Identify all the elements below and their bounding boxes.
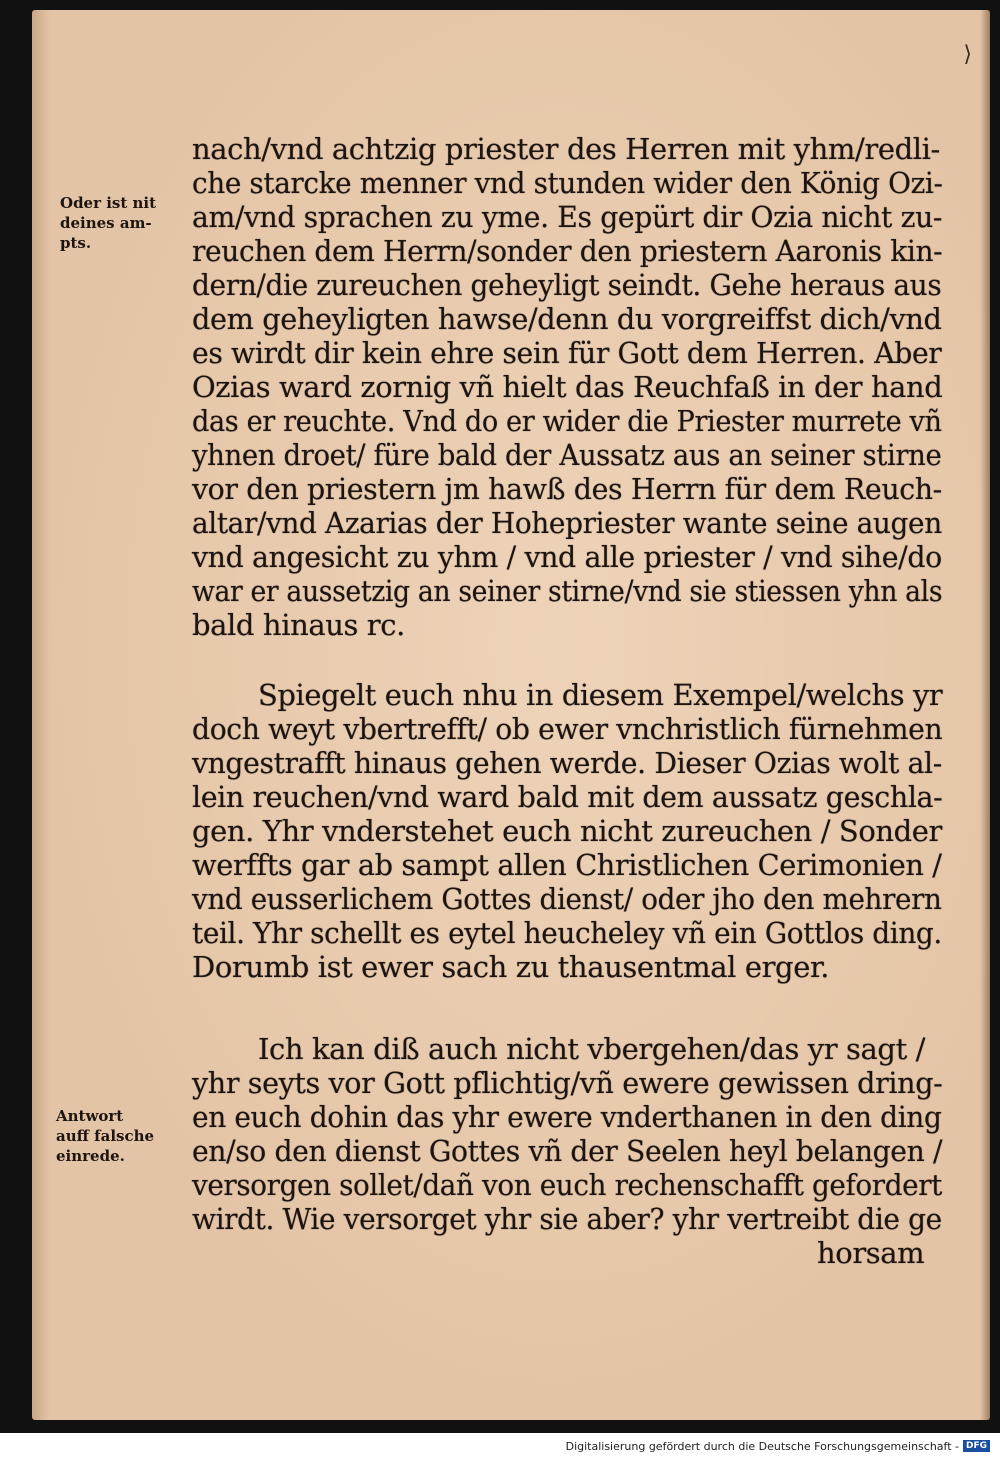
page-edge-shadow <box>980 10 990 1420</box>
text-line: reuchen dem Herrn/sonder den priestern Aaronis kin- <box>192 234 943 268</box>
text-line: Spiegelt euch nhu in diesem Exempel/welchs yr <box>258 678 943 712</box>
margin-note-line: auff falsche <box>56 1127 155 1145</box>
margin-note-line: deines am- <box>60 214 152 232</box>
margin-note-line: pts. <box>60 234 92 252</box>
catchword: horsam <box>817 1236 925 1270</box>
text-line: altar/vnd Azarias der Hohepriester wante seine augen <box>192 506 942 540</box>
text-line: Ich kan diß auch nicht vbergehen/das yr sagt / <box>258 1032 926 1066</box>
text-line: werffts gar ab sampt allen Christlichen Cerimonien / <box>192 848 942 882</box>
text-line: nach/vnd achtzig priester des Herren mit yhm/redli- <box>192 132 940 166</box>
page-corner-mark: ⟩ <box>963 42 972 67</box>
text-line: lein reuchen/vnd ward bald mit dem aussatz geschla- <box>192 780 943 814</box>
text-line: teil. Yhr schellt es eytel heucheley vñ ein Gottlos ding. <box>192 916 942 950</box>
text-line: en euch dohin das yhr ewere vnderthanen in den ding <box>192 1100 942 1134</box>
text-line: das er reuchte. Vnd do er wider die Priester murrete vñ <box>192 404 942 438</box>
margin-note-line: Oder ist nit <box>60 194 157 212</box>
text-line: vngestrafft hinaus gehen werde. Dieser Ozias wolt al- <box>192 746 942 780</box>
text-line: vnd angesicht zu yhm / vnd alle priester / vnd sihe/do <box>192 540 942 574</box>
text-line: dern/die zureuchen geheyligt seindt. Gehe heraus aus <box>192 268 942 302</box>
margin-note-line: einrede. <box>56 1147 125 1165</box>
text-line: am/vnd sprachen zu yme. Es gepürt dir Ozia nicht zu- <box>192 200 943 234</box>
book-page <box>32 10 990 1420</box>
credit-text: Digitalisierung gefördert durch die Deutsche Forschungsgemeinschaft - <box>565 1439 959 1453</box>
text-line: Dorumb ist ewer sach zu thausentmal erger. <box>192 950 830 984</box>
text-line: Ozias ward zornig vñ hielt das Reuchfaß in der hand <box>192 370 943 404</box>
margin-note-line: Antwort <box>56 1107 124 1125</box>
text-line: en/so den dienst Gottes vñ der Seelen heyl belangen / <box>192 1134 943 1168</box>
digitization-credit <box>566 1438 990 1454</box>
text-line: vor den priestern jm hawß des Herrn für dem Reuch- <box>192 472 942 506</box>
dfg-logo: DFG <box>963 1440 990 1452</box>
text-line: yhr seyts vor Gott pflichtig/vñ ewere gewissen dring- <box>192 1066 943 1100</box>
text-line: versorgen sollet/dañ von euch rechenschafft gefordert <box>192 1168 942 1202</box>
text-line: dem geheyligten hawse/denn du vorgreiffst dich/vnd <box>192 302 942 336</box>
text-line: es wirdt dir kein ehre sein für Gott dem Herren. Aber <box>192 336 942 370</box>
margin-note-2 <box>56 1106 154 1166</box>
text-line: bald hinaus rc. <box>192 608 405 642</box>
text-line: war er aussetzig an seiner stirne/vnd sie stiessen yhn als <box>192 574 943 608</box>
text-line: vnd eusserlichem Gottes dienst/ oder jho den mehrern <box>192 882 942 916</box>
text-line: wirdt. Wie versorget yhr sie aber? yhr vertreibt die ge <box>192 1202 942 1236</box>
text-line: doch weyt vbertrefft/ ob ewer vnchristlich fürnehmen <box>192 712 943 746</box>
text-line: che starcke menner vnd stunden wider den König Ozi- <box>192 166 943 200</box>
margin-note-1 <box>60 193 156 253</box>
text-line: gen. Yhr vnderstehet euch nicht zureuchen / Sonder <box>192 814 942 848</box>
text-line: yhnen droet/ füre bald der Aussatz aus an seiner stirne <box>192 438 942 472</box>
